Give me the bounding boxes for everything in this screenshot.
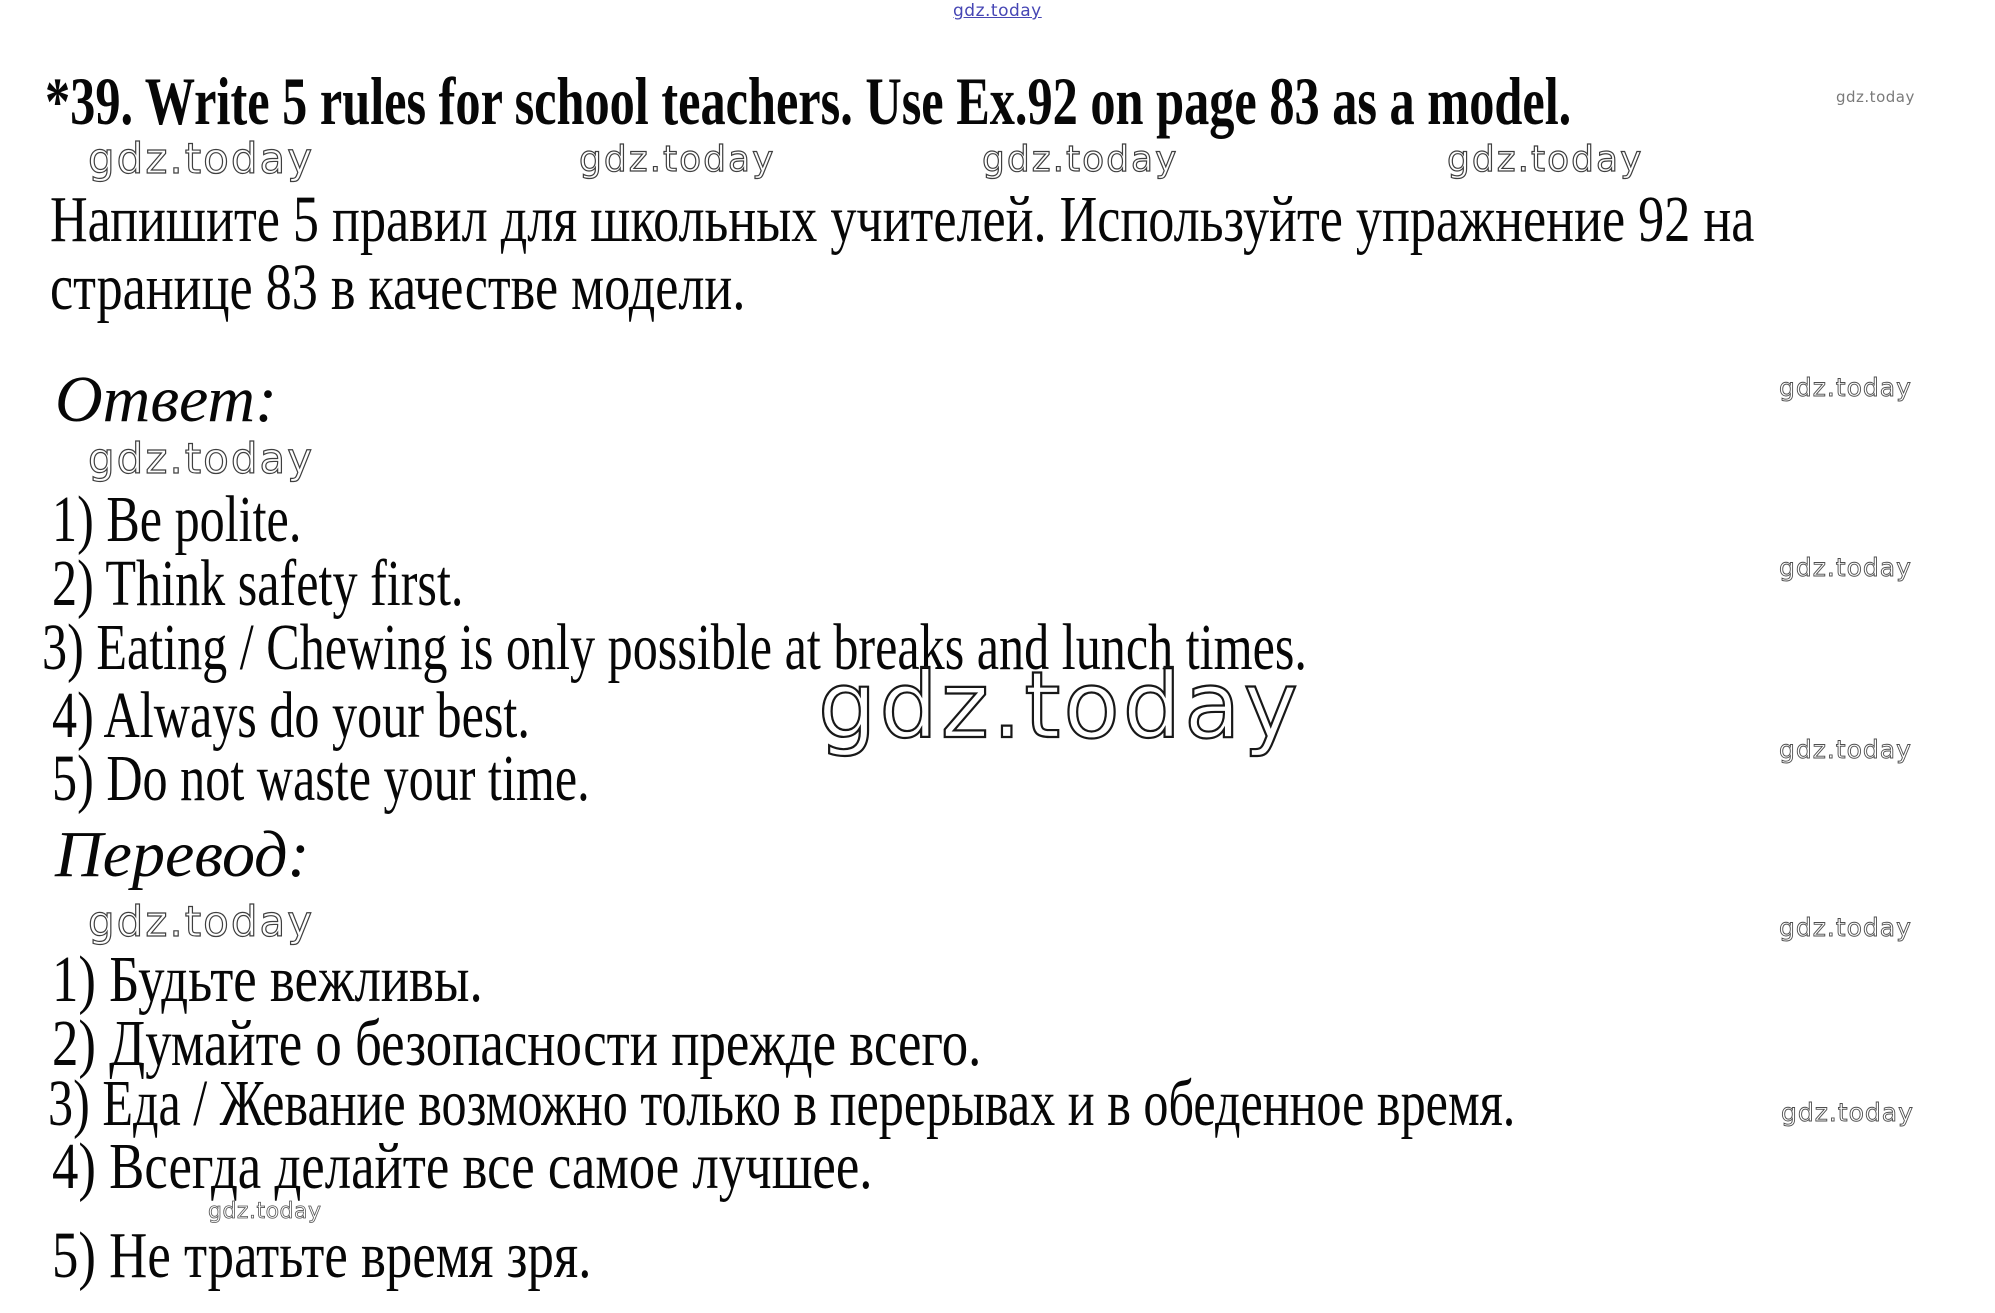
answer-item-2: 2) Think safety first. [52, 547, 464, 620]
watermark-right-3: gdz.today [1779, 735, 1912, 764]
translation-item-4: 4) Всегда делайте все самое лучшее. [52, 1130, 873, 1203]
translation-item-5: 5) Не тратьте время зря. [52, 1219, 592, 1292]
translation-item-2: 2) Думайте о безопасности прежде всего. [52, 1007, 982, 1080]
answer-item-1: 1) Be polite. [52, 483, 302, 556]
watermark-row-2: gdz.today [579, 139, 776, 180]
watermark-center-large: gdz.today [818, 652, 1301, 759]
task-text-line-2: странице 83 в качестве модели. [50, 251, 746, 324]
watermark-left-translation: gdz.today [88, 897, 315, 946]
watermark-row-1: gdz.today [88, 134, 315, 183]
translation-label: Перевод: [55, 818, 310, 891]
site-link-watermark[interactable]: gdz.today [953, 1, 1042, 21]
watermark-right-4: gdz.today [1779, 913, 1912, 942]
answer-item-3: 3) Eating / Chewing is only possible at breaks and lunch times. [42, 611, 1307, 684]
translation-item-3: 3) Еда / Жевание возможно только в перерывах и в обеденное время. [48, 1067, 1516, 1140]
watermark-right-1: gdz.today [1779, 373, 1912, 402]
answer-item-5: 5) Do not waste your time. [52, 742, 590, 815]
watermark-small-bottom: gdz.today [208, 1199, 322, 1224]
answer-label: Ответ: [55, 363, 278, 436]
exercise-heading: *39. Write 5 rules for school teachers. Use Ex.92 on page 83 as a model. [45, 63, 1572, 139]
answer-item-4: 4) Always do your best. [52, 679, 530, 752]
watermark-row-3: gdz.today [982, 139, 1179, 180]
translation-item-1: 1) Будьте вежливы. [52, 943, 483, 1016]
watermark-right-2: gdz.today [1779, 553, 1912, 582]
watermark-row-4: gdz.today [1447, 139, 1644, 180]
task-text-line-1: Напишите 5 правил для школьных учителей. Используйте упражнение 92 на [50, 183, 1755, 256]
heading-side-watermark: gdz.today [1836, 88, 1915, 106]
watermark-left-answer: gdz.today [88, 434, 315, 483]
watermark-right-line3: gdz.today [1781, 1098, 1914, 1127]
